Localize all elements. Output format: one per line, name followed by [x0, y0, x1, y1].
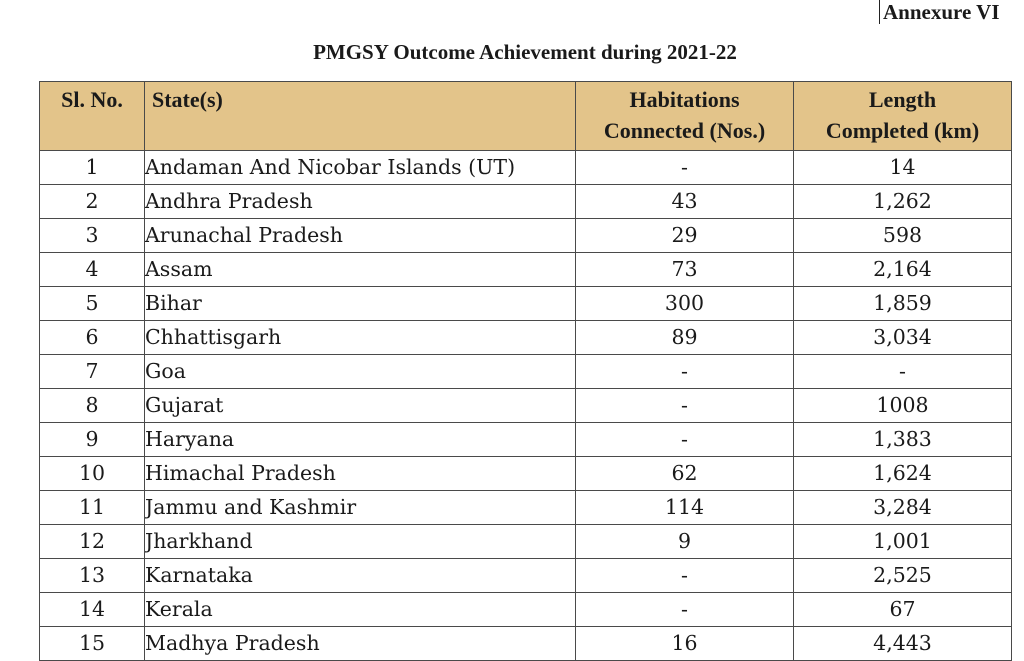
header-length — [794, 82, 1012, 151]
header-habitations-line1: Habitations — [629, 87, 740, 112]
cell-length: 1,859 — [794, 287, 1012, 321]
outcome-table — [39, 81, 1012, 661]
header-habitations-line2: Connected (Nos.) — [603, 118, 766, 143]
cell-habitations: 73 — [576, 253, 794, 287]
cell-state: Himachal Pradesh — [145, 457, 576, 491]
table-row — [40, 321, 1012, 355]
cell-state: Andhra Pradesh — [145, 185, 576, 219]
cell-length: 4,443 — [794, 627, 1012, 661]
cell-habitations: - — [576, 593, 794, 627]
cell-state: Andaman And Nicobar Islands (UT) — [145, 151, 576, 185]
cell-habitations: - — [576, 423, 794, 457]
cell-habitations: - — [576, 355, 794, 389]
cell-length: 14 — [794, 151, 1012, 185]
cell-length: 2,164 — [794, 253, 1012, 287]
cell-habitations: 62 — [576, 457, 794, 491]
table-row — [40, 253, 1012, 287]
cell-length: 2,525 — [794, 559, 1012, 593]
cell-length: 1,383 — [794, 423, 1012, 457]
table-row — [40, 627, 1012, 661]
table-row — [40, 457, 1012, 491]
table-row — [40, 287, 1012, 321]
cell-length: 1,001 — [794, 525, 1012, 559]
table-header — [40, 82, 1012, 151]
table-row — [40, 219, 1012, 253]
cell-sl-no: 5 — [40, 287, 145, 321]
cell-length: 1008 — [794, 389, 1012, 423]
table-row — [40, 491, 1012, 525]
header-habitations — [576, 82, 794, 151]
cell-state: Bihar — [145, 287, 576, 321]
cell-length: 1,262 — [794, 185, 1012, 219]
header-row — [40, 82, 1012, 151]
cell-state: Assam — [145, 253, 576, 287]
cell-state: Madhya Pradesh — [145, 627, 576, 661]
cell-sl-no: 12 — [40, 525, 145, 559]
cell-sl-no: 8 — [40, 389, 145, 423]
cell-state: Arunachal Pradesh — [145, 219, 576, 253]
cell-length: 598 — [794, 219, 1012, 253]
cell-sl-no: 6 — [40, 321, 145, 355]
cell-sl-no: 11 — [40, 491, 145, 525]
cell-state: Goa — [145, 355, 576, 389]
cell-sl-no: 4 — [40, 253, 145, 287]
cell-state: Chhattisgarh — [145, 321, 576, 355]
cell-sl-no: 1 — [40, 151, 145, 185]
cell-length: 3,034 — [794, 321, 1012, 355]
table-row — [40, 355, 1012, 389]
table-body — [40, 151, 1012, 661]
table-row — [40, 559, 1012, 593]
table-row — [40, 525, 1012, 559]
cell-habitations: 29 — [576, 219, 794, 253]
cell-sl-no: 15 — [40, 627, 145, 661]
cell-sl-no: 2 — [40, 185, 145, 219]
cell-sl-no: 14 — [40, 593, 145, 627]
cell-length: 67 — [794, 593, 1012, 627]
cell-length: - — [794, 355, 1012, 389]
cell-sl-no: 9 — [40, 423, 145, 457]
cell-habitations: 114 — [576, 491, 794, 525]
table-row — [40, 151, 1012, 185]
cell-sl-no: 7 — [40, 355, 145, 389]
cell-sl-no: 10 — [40, 457, 145, 491]
table-row — [40, 423, 1012, 457]
cell-state: Gujarat — [145, 389, 576, 423]
header-sl-no: Sl. No. — [40, 82, 145, 151]
cell-habitations: 16 — [576, 627, 794, 661]
cell-habitations: 9 — [576, 525, 794, 559]
cell-length: 3,284 — [794, 491, 1012, 525]
cell-habitations: 43 — [576, 185, 794, 219]
header-length-line1: Length — [868, 87, 937, 112]
cell-habitations: - — [576, 151, 794, 185]
cell-habitations: 89 — [576, 321, 794, 355]
annexure-label: Annexure VI — [879, 0, 1000, 24]
cell-state: Haryana — [145, 423, 576, 457]
header-state: State(s) — [145, 82, 576, 151]
cell-state: Kerala — [145, 593, 576, 627]
cell-state: Jharkhand — [145, 525, 576, 559]
cell-state: Jammu and Kashmir — [145, 491, 576, 525]
cell-habitations: - — [576, 389, 794, 423]
table-row — [40, 389, 1012, 423]
cell-length: 1,624 — [794, 457, 1012, 491]
cell-sl-no: 3 — [40, 219, 145, 253]
table-row — [40, 185, 1012, 219]
table-row — [40, 593, 1012, 627]
cell-state: Karnataka — [145, 559, 576, 593]
cell-habitations: 300 — [576, 287, 794, 321]
header-length-line2: Completed (km) — [825, 118, 980, 143]
cell-sl-no: 13 — [40, 559, 145, 593]
document-title: PMGSY Outcome Achievement during 2021-22 — [313, 40, 737, 64]
cell-habitations: - — [576, 559, 794, 593]
